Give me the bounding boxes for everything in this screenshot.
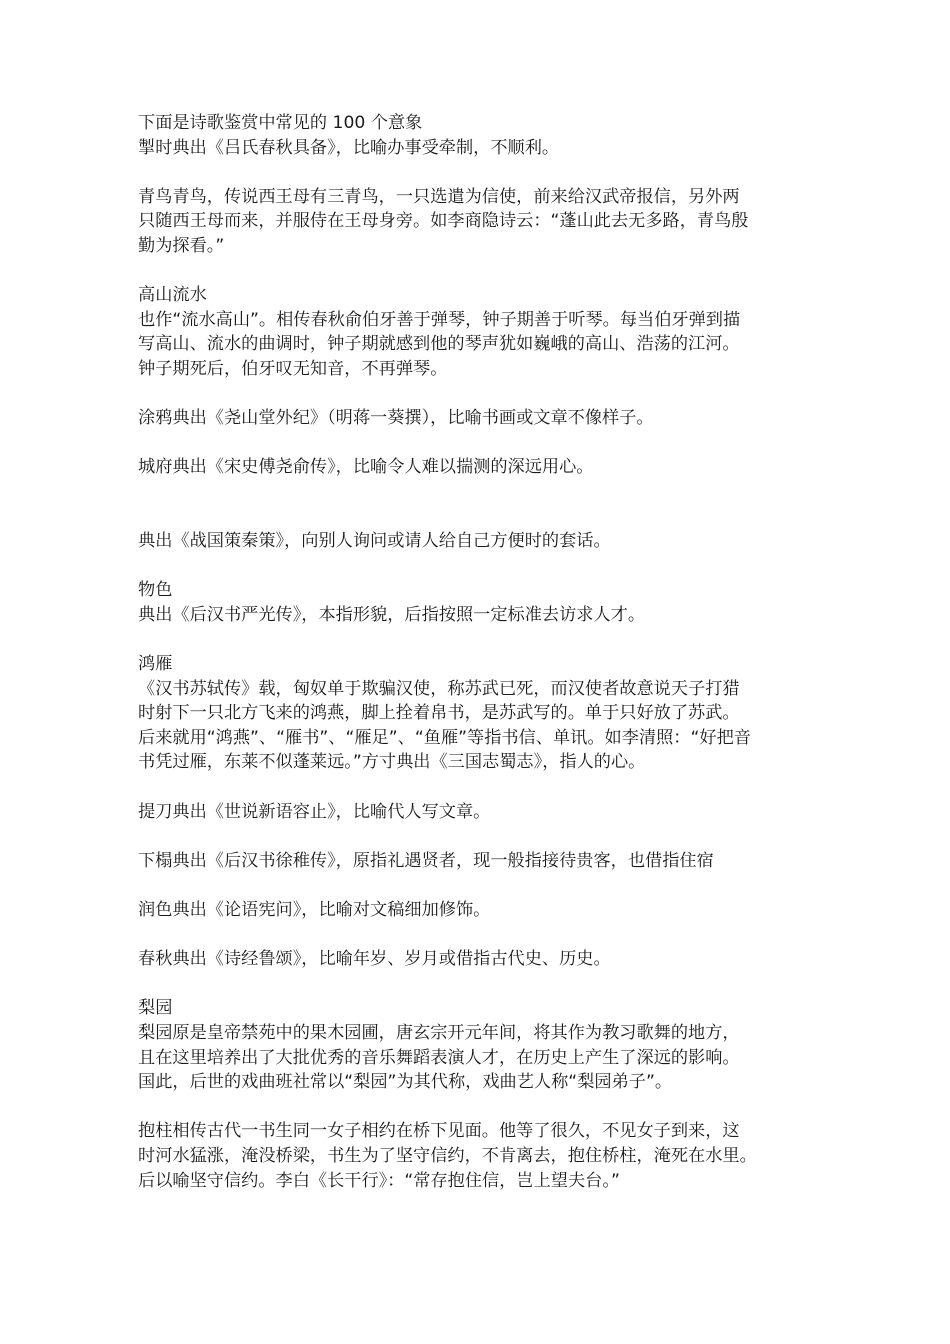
text-line: 《汉书苏轼传》载，匈奴单于欺骗汉使，称苏武已死，而汉使者故意说天子打猎	[138, 678, 740, 699]
text-line: 鸿雁	[138, 654, 173, 675]
paragraph-liyuan	[138, 996, 823, 1094]
paragraph-gap	[138, 775, 823, 800]
paragraph-tuya	[138, 406, 823, 431]
paragraph-gap	[138, 1095, 823, 1120]
text-line: 春秋典出《诗经鲁颂》，比喻年岁、岁月或借指古代史、历史。	[138, 949, 611, 970]
text-line: 下面是诗歌鉴赏中常见的 100 个意象	[138, 113, 423, 133]
text-line: 掣时典出《吕氏春秋具备》，比喻办事受牵制，不顺利。	[138, 137, 560, 158]
paragraph-gap	[138, 431, 823, 456]
text-line: 也作“流水高山”。相传春秋俞伯牙善于弹琴，钟子期善于听琴。每当伯牙弹到描	[138, 309, 741, 330]
text-line: 青鸟青鸟，传说西王母有三青鸟，一只选遣为信使，前来给汉武帝报信，另外两	[138, 186, 740, 207]
paragraph-gap	[138, 480, 823, 529]
text-line: 时河水猛涨，淹没桥梁，书生为了坚守信约，不肯离去，抱住桥柱，淹死在水里。	[138, 1145, 757, 1166]
text-line: 且在这里培养出了大批优秀的音乐舞蹈表演人才，在历史上产生了深远的影响。	[138, 1047, 740, 1068]
text-line: 后以喻坚守信约。李白《长干行》：“常存抱住信，岂上望夫台。”	[138, 1170, 620, 1191]
paragraph-gap	[138, 873, 823, 898]
paragraph-gap	[138, 259, 823, 284]
paragraph-title-qianshi	[138, 111, 823, 160]
paragraph-chengfu	[138, 455, 823, 480]
paragraph-hongyan	[138, 652, 823, 775]
paragraph-gap	[138, 160, 823, 185]
text-line: 涂鸦典出《尧山堂外纪》（明蒋一葵撰），比喻书画或文章不像样子。	[138, 408, 654, 429]
text-line: 梨园	[138, 998, 173, 1019]
text-line: 勤为探看。”	[138, 235, 225, 256]
text-line: 写高山、流水的曲调时，钟子期就感到他的琴声犹如巍峨的高山、浩荡的江河。	[138, 334, 740, 355]
paragraph-gap	[138, 824, 823, 849]
text-line: 梨园原是皇帝禁苑中的果木园圃，唐玄宗开元年间，将其作为教习歌舞的地方，	[138, 1022, 740, 1043]
text-line: 后来就用“鸿燕”、“雁书”、“雁足”、“鱼雁”等指书信、单讯。如李清照：“好把音	[138, 727, 751, 748]
text-line: 抱柱相传古代一书生同一女子相约在桥下见面。他等了很久，不见女子到来，这	[138, 1121, 740, 1142]
text-line: 城府典出《宋史傅尧俞传》，比喻令人难以揣测的深远用心。	[138, 457, 594, 478]
text-line: 下榻典出《后汉书徐稚传》，原指礼遇贤者，现一般指接待贵客，也借指住宿	[138, 850, 714, 871]
paragraph-gaoshan-liushui	[138, 283, 823, 381]
text-line: 提刀典出《世说新语容止》，比喻代人写文章。	[138, 801, 491, 822]
paragraph-gap	[138, 972, 823, 997]
text-line: 高山流水	[138, 285, 207, 306]
text-line: 典出《战国策秦策》，向别人询问或请人给自己方便时的套话。	[138, 531, 611, 552]
paragraph-gap	[138, 627, 823, 652]
paragraph-tidao	[138, 800, 823, 825]
text-line: 时射下一只北方飞来的鸿燕，脚上拴着帛书，是苏武写的。单于只好放了苏武。	[138, 703, 740, 724]
text-line: 典出《后汉书严光传》，本指形貌，后指按照一定标准去访求人才。	[138, 604, 646, 625]
paragraph-baozhu	[138, 1119, 823, 1193]
paragraph-gap	[138, 554, 823, 579]
paragraph-zhanguoce	[138, 529, 823, 554]
paragraph-chunqiu	[138, 947, 823, 972]
paragraph-qingniao	[138, 185, 823, 259]
text-line: 书凭过雁，东莱不似蓬莱远。”方寸典出《三国志蜀志》，指人的心。	[138, 752, 646, 773]
paragraph-runse	[138, 898, 823, 923]
text-line: 钟子期死后，伯牙叹无知音，不再弹琴。	[138, 358, 448, 379]
paragraph-gap	[138, 382, 823, 407]
text-line: 物色	[138, 580, 173, 601]
paragraph-gap	[138, 923, 823, 948]
text-line: 只随西王母而来，并服侍在王母身旁。如李商隐诗云：“蓬山此去无多路，青鸟殷	[138, 211, 749, 232]
paragraph-wuse	[138, 578, 823, 627]
text-line: 国此，后世的戏曲班社常以“梨园”为其代称，戏曲艺人称“梨园弟子”。	[138, 1072, 673, 1093]
text-line: 润色典出《论语宪问》，比喻对文稿细加修饰。	[138, 900, 491, 920]
document-page	[138, 111, 823, 1193]
paragraph-xiata	[138, 849, 823, 874]
